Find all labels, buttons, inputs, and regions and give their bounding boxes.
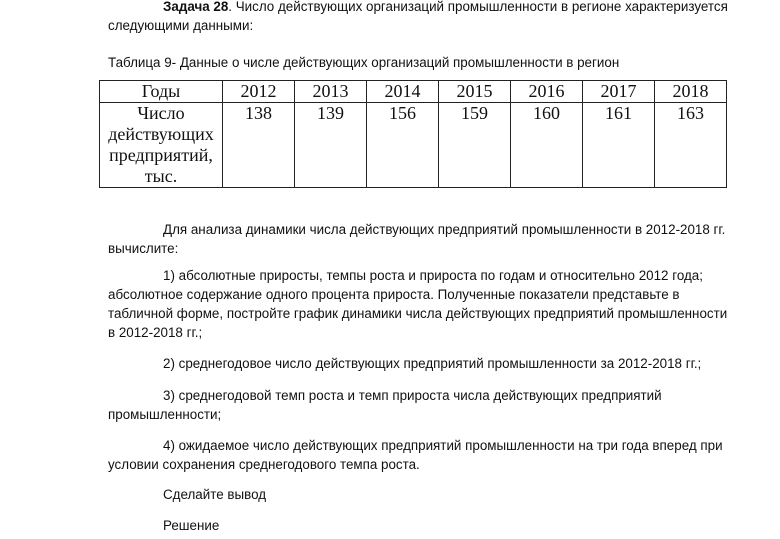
year-cell: 2018 [655, 81, 727, 103]
table-header-row [100, 81, 727, 103]
value-cell: 139 [295, 103, 367, 188]
year-cell: 2012 [223, 81, 295, 103]
value-cell: 161 [583, 103, 655, 188]
task-item-2: 2) среднегодовое число действующих предприятий промышленности за 2012-2018 гг.; [163, 356, 702, 371]
row-label-cell: Число действующих предприятий, тыс. [100, 103, 223, 188]
organizations-table [99, 80, 727, 188]
analysis-intro: Для анализа динамики числа действующих предприятий промышленности в 2012-2018 гг. вычислите: [108, 222, 726, 256]
value-cell: 160 [511, 103, 583, 188]
value-cell: 159 [439, 103, 511, 188]
table-row [100, 103, 727, 188]
table-caption: Таблица 9- Данные о числе действующих организаций промышленности в регион [108, 55, 620, 70]
year-cell: 2017 [583, 81, 655, 103]
task-intro-text: . Число действующих организаций промышленности в регионе характеризуется следующими данными: [108, 0, 728, 33]
value-cell: 138 [223, 103, 295, 188]
task-intro [108, 0, 738, 35]
year-cell: 2014 [367, 81, 439, 103]
header-label-cell: Годы [100, 81, 223, 103]
year-cell: 2016 [511, 81, 583, 103]
task-item-1: 1) абсолютные приросты, темпы роста и прироста по годам и относительно 2012 года; абсолютное содержание одного процента прироста. Полученные показатели представьте в табличной форме, постройте график динамики числа действующих предприятий промышленности в 2012-2018 гг.; [108, 268, 728, 340]
year-cell: 2013 [295, 81, 367, 103]
task-item-3: 3) среднегодовой темп роста и темп прироста числа действующих предприятий промышленности; [108, 388, 662, 422]
solution-heading: Решение [163, 518, 220, 533]
conclusion-prompt: Сделайте вывод [163, 487, 267, 502]
task-label: Задача 28 [163, 0, 229, 14]
value-cell: 156 [367, 103, 439, 188]
task-item-4: 4) ожидаемое число действующих предприятий промышленности на три года вперед при условии сохранения среднегодового темпа роста. [108, 438, 723, 472]
year-cell: 2015 [439, 81, 511, 103]
value-cell: 163 [655, 103, 727, 188]
